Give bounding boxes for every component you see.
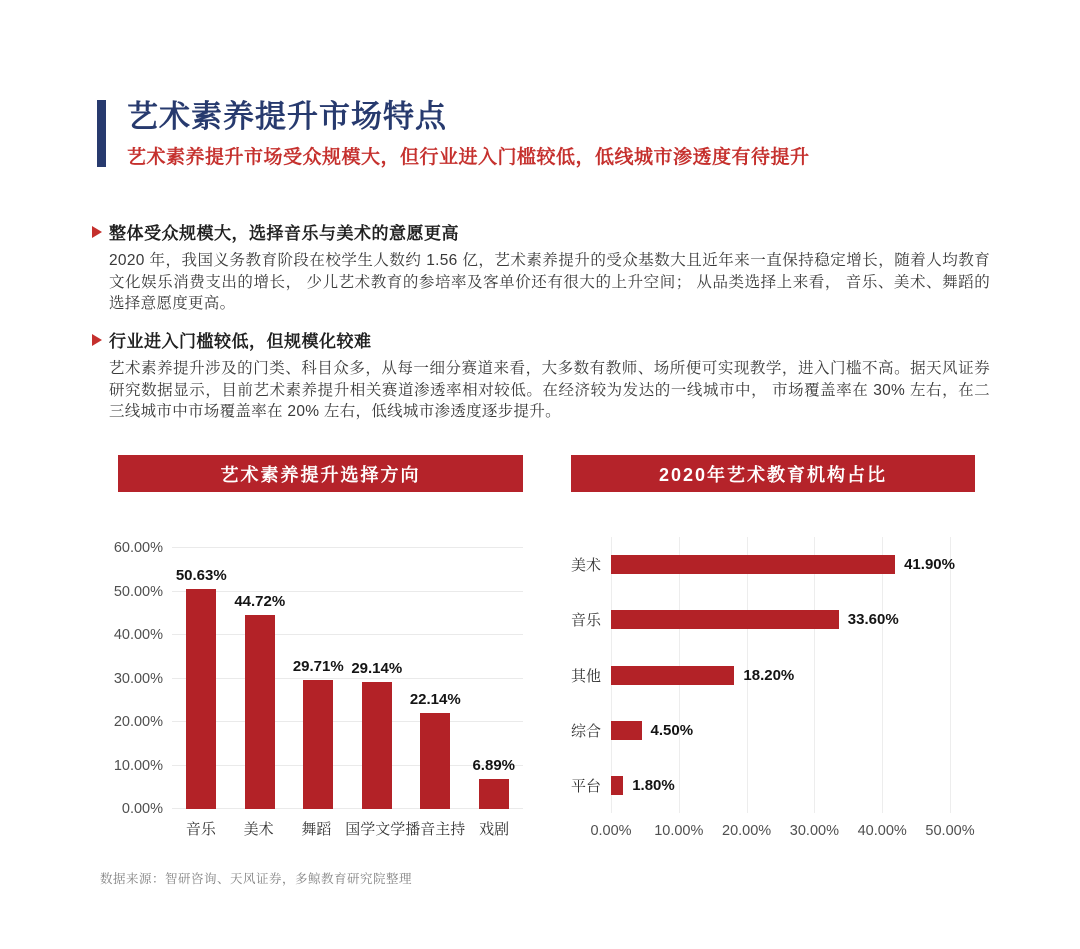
bar-value-label: 18.20% — [743, 666, 795, 684]
bar-group — [172, 567, 231, 809]
bullet-section-threshold — [92, 327, 990, 423]
vertical-categories — [172, 818, 523, 839]
category-label: 美术 — [571, 557, 602, 575]
chart-title-banner: 2020年艺术教育机构占比 — [571, 455, 975, 492]
bar — [611, 776, 623, 795]
bar — [611, 555, 895, 574]
x-axis-tick-label: 10.00% — [654, 823, 704, 839]
section-body: 艺术素养提升涉及的门类、科目众多，从每一细分赛道来看，大多数有教师、场所便可实现教学，进入门槛不高。据天风证券研究数据显示，目前艺术素养提升相关赛道渗透率相对较低。在经济较为发达的一线城市中， 市场覆盖率在 30% 左右，在二三线城市中市场覆盖率在 20% 左右，低线城市渗透度逐步提升。 — [109, 360, 990, 420]
section-heading: 整体受众规模大，选择音乐与美术的意愿更高 — [109, 224, 459, 243]
horizontal-bar-chart-plot — [571, 537, 975, 813]
bar-value-label: 22.14% — [409, 690, 461, 708]
x-axis-category-label: 美术 — [243, 821, 274, 838]
bar-value-label: 44.72% — [234, 592, 286, 610]
bar — [303, 680, 333, 809]
bar-value-label: 33.60% — [847, 611, 899, 629]
bar — [245, 615, 275, 810]
y-axis-tick-label: 0.00% — [121, 801, 163, 817]
category-label: 平台 — [571, 777, 602, 795]
bar-row — [571, 647, 975, 702]
horizontal-rows — [571, 537, 975, 813]
bar-group — [289, 658, 348, 809]
chart-panel-direction — [113, 455, 523, 839]
y-axis-tick-label: 10.00% — [113, 757, 163, 774]
bullet-section-audience — [92, 219, 990, 315]
bar-row — [571, 758, 975, 813]
vertical-bars — [172, 548, 523, 809]
bar-value-label: 6.89% — [472, 757, 516, 774]
bar — [186, 589, 216, 809]
section-body: 2020 年，我国义务教育阶段在校学生人数约 1.56 亿，艺术素养提升的受众基数大且近年来一直保持稳定增长，随着人均教育文化娱乐消费支出的增长， 少儿艺术教育的参培率及客单价还有很大的上升空间； 从品类选择上来看， 音乐、美术、舞蹈的选择意愿度更高。 — [109, 252, 990, 312]
data-source-note: 数据来源：智研咨询、天风证券，多鲸教育研究院整理 — [100, 872, 413, 886]
triangle-bullet-icon — [92, 334, 102, 346]
y-axis-tick-label: 30.00% — [113, 670, 163, 687]
bar — [611, 610, 839, 629]
x-axis-category-label: 舞蹈 — [301, 821, 332, 838]
category-label: 音乐 — [571, 612, 602, 630]
y-axis-tick-label: 50.00% — [113, 583, 163, 600]
page-title: 艺术素养提升市场特点 — [127, 99, 447, 134]
bar-value-label: 50.63% — [175, 566, 227, 584]
bar — [479, 779, 509, 809]
bar-group — [406, 691, 465, 809]
bar-group — [231, 593, 290, 810]
x-axis-tick-label: 30.00% — [789, 823, 839, 839]
category-label: 其他 — [571, 667, 602, 685]
triangle-bullet-icon — [92, 226, 102, 238]
bar-group — [348, 660, 407, 809]
x-axis-category-label: 戏剧 — [479, 821, 510, 838]
section-heading-row — [92, 219, 990, 244]
x-axis-tick-label: 40.00% — [857, 823, 907, 839]
section-heading-row — [92, 327, 990, 352]
bar-row — [571, 537, 975, 592]
bar-value-label: 1.80% — [632, 776, 675, 794]
header-accent-bar — [97, 100, 106, 167]
horizontal-bar-chart — [571, 537, 975, 847]
bar-value-label: 41.90% — [904, 556, 955, 574]
x-axis-category-label: 国学文学 — [345, 821, 406, 838]
bar — [611, 666, 734, 685]
section-heading: 行业进入门槛较低，但规模化较难 — [109, 332, 372, 351]
page-header — [97, 100, 810, 169]
bar-value-label: 29.71% — [292, 657, 344, 675]
y-axis-tick-label: 60.00% — [113, 540, 163, 556]
x-axis-tick-label: 50.00% — [925, 823, 975, 839]
bar — [420, 713, 450, 809]
vertical-bar-chart-plot — [113, 540, 523, 817]
chart-title-banner: 艺术素养提升选择方向 — [118, 455, 523, 492]
chart-panel-institutions — [571, 455, 975, 847]
category-label: 综合 — [571, 722, 602, 740]
x-axis-category-label: 音乐 — [185, 821, 216, 838]
bar — [362, 682, 392, 809]
x-axis — [571, 823, 975, 847]
x-axis-tick-label: 0.00% — [590, 823, 632, 839]
y-axis-tick-label: 40.00% — [113, 627, 163, 643]
y-axis-tick-label: 20.00% — [113, 714, 163, 730]
header-text — [127, 100, 810, 169]
x-axis-tick-label: 20.00% — [722, 823, 772, 839]
bar-value-label: 4.50% — [650, 721, 694, 739]
bar-row — [571, 703, 975, 758]
bar-group — [465, 757, 524, 809]
bar-value-label: 29.14% — [351, 660, 403, 678]
vertical-bar-chart — [113, 540, 523, 839]
bar-row — [571, 592, 975, 647]
bar — [611, 721, 642, 740]
page-subtitle: 艺术素养提升市场受众规模大，但行业进入门槛较低，低线城市渗透度有待提升 — [127, 147, 810, 169]
x-axis-category-label: 播音主持 — [405, 821, 466, 838]
